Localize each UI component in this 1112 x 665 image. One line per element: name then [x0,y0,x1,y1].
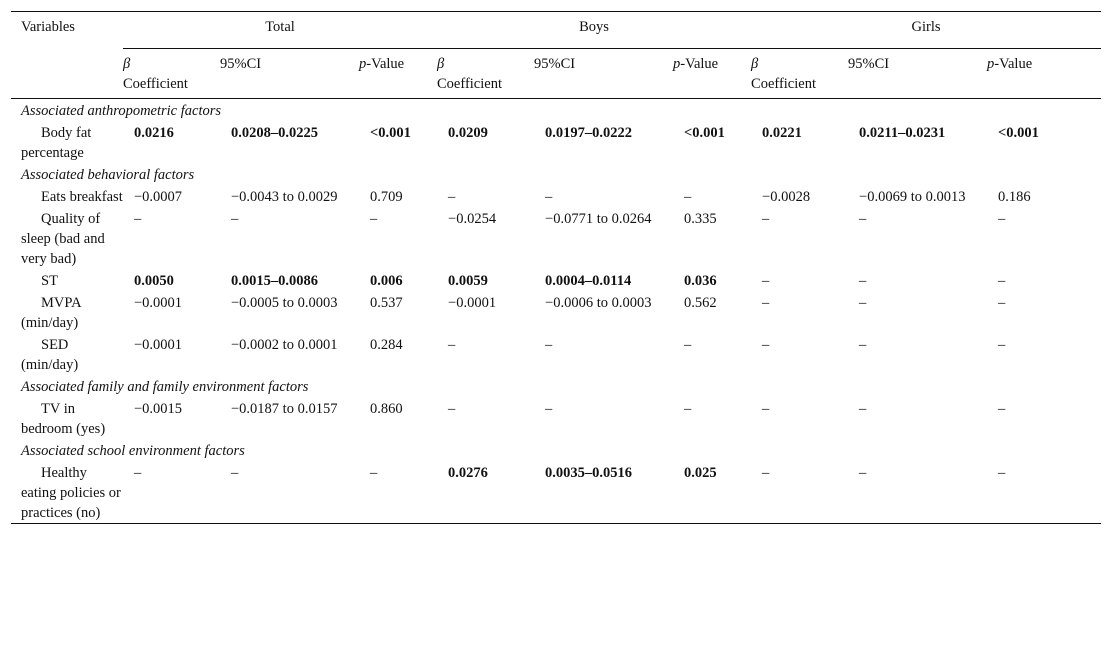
table-row [11,121,1101,163]
variable-label-cont: fat percentage [21,125,92,161]
table-row [11,185,1101,207]
p-value-cell-girls: – [998,337,1006,353]
table-row [11,207,1101,269]
beta-symbol: β [751,56,759,72]
coefficient-label: Coefficient [751,76,816,92]
ci-cell-total: −0.0043 to 0.0029 [231,189,338,205]
table-row [11,461,1101,524]
p-suffix: -Value [366,56,405,72]
beta-cell-boys: −0.0254 [448,211,497,227]
p-value-header-boys [673,49,751,99]
variables-header: Variables [11,12,123,99]
p-value-cell-boys: 0.036 [684,273,717,289]
table-row [11,291,1101,333]
beta-coefficient-header-total [123,49,220,99]
ci-cell-boys: 0.0197–0.0222 [545,125,633,141]
beta-cell-boys: – [448,337,456,353]
table-row [11,269,1101,291]
variable-label-cont: breakfast [69,189,123,205]
group-header-girls: Girls [751,12,1101,49]
beta-cell-total: 0.0050 [134,273,174,289]
p-value-cell-total: – [370,211,378,227]
table-body [11,99,1101,524]
ci-cell-total: 0.0015–0.0086 [231,273,318,289]
variable-label-cont: (min/day) [21,315,79,331]
ci-cell-total: 0.0208–0.0225 [231,125,318,141]
beta-cell-total: −0.0015 [134,401,183,417]
p-value-cell-boys: – [684,189,692,205]
p-value-cell-boys: – [684,337,692,353]
beta-cell-girls: – [762,465,770,481]
variable-cell [11,333,123,375]
ci-cell-total: −0.0005 to 0.0003 [231,295,338,311]
variable-cell [11,397,123,439]
p-value-cell-total: 0.006 [370,273,403,289]
beta-cell-girls: – [762,211,770,227]
p-value-cell-girls: – [998,401,1006,417]
ci-cell-boys: −0.0771 to 0.0264 [545,211,652,227]
beta-symbol: β [123,56,131,72]
variable-label: Quality [41,211,85,227]
variable-label-cont: eating policies or practices (no) [21,485,121,521]
beta-cell-total: 0.0216 [134,125,174,141]
p-letter: p [673,56,681,72]
beta-cell-girls: – [762,273,770,289]
variable-label-cont: of sleep (bad and very bad) [21,211,105,267]
p-value-cell-girls: <0.001 [998,125,1039,141]
beta-cell-total: −0.0001 [134,295,183,311]
ci-cell-total: – [231,465,239,481]
p-value-cell-boys: 0.562 [684,295,717,311]
p-value-cell-boys: 0.025 [684,465,717,481]
beta-cell-boys: 0.0059 [448,273,488,289]
header-row-stats [11,49,1101,99]
variable-label: Eats [41,189,66,205]
beta-coefficient-header-boys [437,49,534,99]
beta-cell-boys: – [448,189,456,205]
variable-label: SED [41,337,69,353]
p-value-cell-total: 0.284 [370,337,403,353]
group-header-total: Total [123,12,437,49]
variable-label: Healthy [41,465,87,481]
variable-cell [11,207,123,269]
beta-coefficient-header-girls [751,49,848,99]
section-row [11,99,1101,122]
ci-cell-girls: −0.0069 to 0.0013 [859,189,966,205]
beta-cell-girls: – [762,337,770,353]
p-value-cell-girls: – [998,295,1006,311]
variable-label-cont: bedroom (yes) [21,421,106,437]
beta-cell-total: −0.0001 [134,337,183,353]
variable-label-cont: (min/day) [21,357,79,373]
beta-cell-total: – [134,211,142,227]
ci-cell-boys: 0.0035–0.0516 [545,465,633,481]
p-value-cell-total: – [370,465,378,481]
ci-header-girls: 95%CI [848,49,987,99]
ci-cell-girls: – [859,401,867,417]
ci-header-boys: 95%CI [534,49,673,99]
regression-table [11,11,1101,524]
variable-label: MVPA [41,295,81,311]
p-value-cell-total: 0.709 [370,189,403,205]
variable-label: ST [41,273,58,289]
p-letter: p [359,56,367,72]
variable-label: TV in [41,401,75,417]
ci-cell-total: – [231,211,239,227]
p-letter: p [987,56,995,72]
p-value-cell-total: 0.537 [370,295,403,311]
group-header-boys: Boys [437,12,751,49]
beta-cell-boys: 0.0276 [448,465,488,481]
beta-cell-boys: – [448,401,456,417]
beta-cell-boys: −0.0001 [448,295,497,311]
ci-cell-boys: 0.0004–0.0114 [545,273,632,289]
beta-cell-total: – [134,465,142,481]
ci-header-total: 95%CI [220,49,359,99]
section-title: Associated family and family environment factors [21,379,309,395]
beta-cell-girls: −0.0028 [762,189,811,205]
ci-cell-boys: – [545,401,553,417]
p-value-cell-boys: <0.001 [684,125,725,141]
beta-cell-girls: 0.0221 [762,125,802,141]
beta-cell-girls: – [762,401,770,417]
p-value-cell-girls: 0.186 [998,189,1031,205]
ci-cell-total: −0.0187 to 0.0157 [231,401,338,417]
variable-cell [11,185,123,207]
p-suffix: -Value [680,56,719,72]
table-row [11,397,1101,439]
beta-symbol: β [437,56,445,72]
ci-cell-girls: – [859,295,867,311]
section-title: Associated school environment factors [21,443,245,459]
section-row [11,163,1101,185]
p-value-cell-boys: – [684,401,692,417]
section-title: Associated behavioral factors [21,167,195,183]
section-row [11,439,1101,461]
table-row [11,333,1101,375]
ci-cell-total: −0.0002 to 0.0001 [231,337,338,353]
coefficient-label: Coefficient [123,76,188,92]
ci-cell-girls: – [859,465,867,481]
p-value-cell-total: <0.001 [370,125,411,141]
beta-cell-girls: – [762,295,770,311]
beta-cell-boys: 0.0209 [448,125,488,141]
ci-cell-girls: – [859,211,867,227]
p-value-cell-girls: – [998,211,1006,227]
variable-cell [11,291,123,333]
p-suffix: -Value [994,56,1033,72]
p-value-cell-girls: – [998,465,1006,481]
variable-label: Body [41,125,73,141]
coefficient-label: Coefficient [437,76,502,92]
ci-cell-girls: – [859,337,867,353]
variable-cell [11,121,123,163]
section-row [11,375,1101,397]
p-value-cell-girls: – [998,273,1006,289]
ci-cell-boys: – [545,189,553,205]
ci-cell-boys: −0.0006 to 0.0003 [545,295,652,311]
ci-cell-girls: 0.0211–0.0231 [859,125,946,141]
variable-cell [11,269,123,291]
ci-cell-boys: – [545,337,553,353]
p-value-cell-total: 0.860 [370,401,403,417]
ci-cell-girls: – [859,273,867,289]
p-value-header-girls [987,49,1101,99]
variable-cell [11,461,123,524]
beta-cell-total: −0.0007 [134,189,183,205]
section-title: Associated anthropometric factors [21,103,222,119]
p-value-header-total [359,49,437,99]
p-value-cell-boys: 0.335 [684,211,717,227]
header-row-groups [11,12,1101,49]
